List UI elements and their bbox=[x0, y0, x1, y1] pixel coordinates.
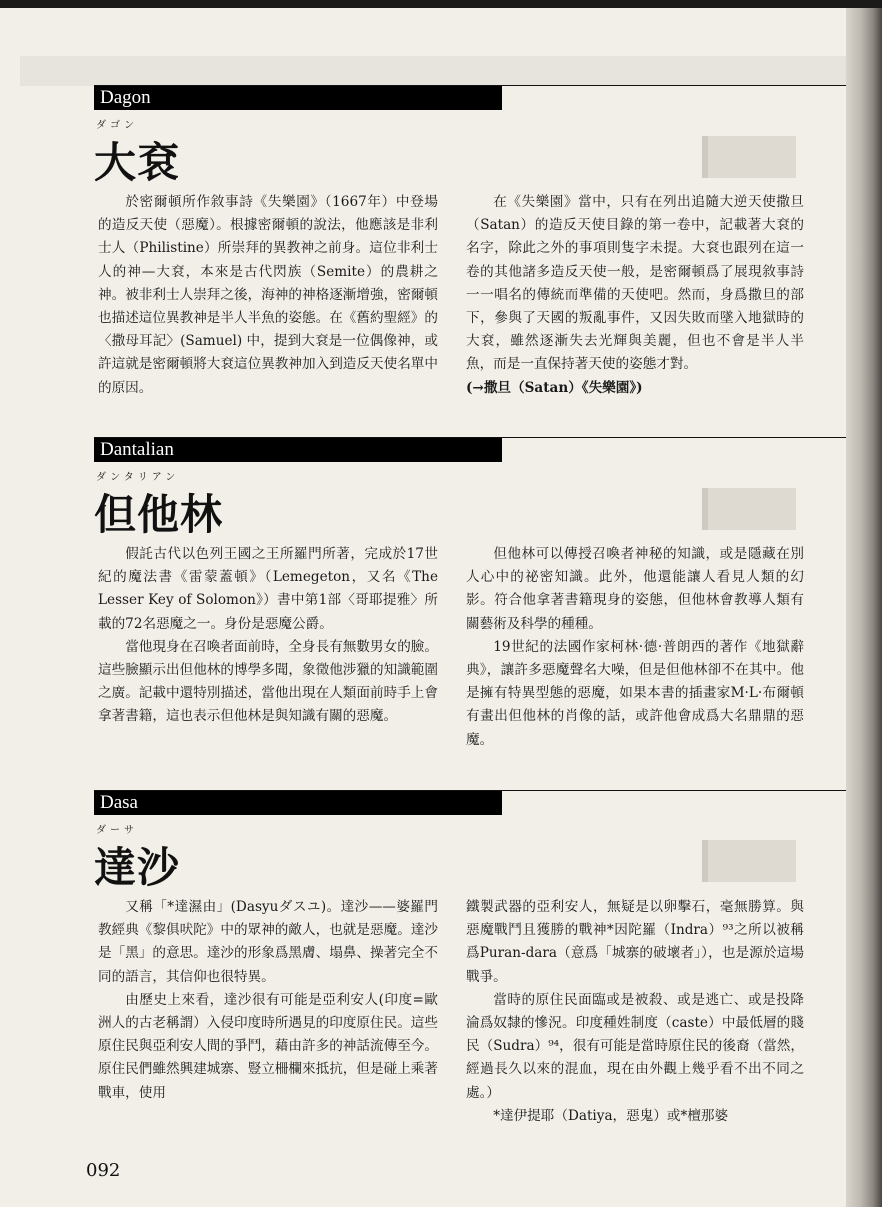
paragraph: 由歷史上來看，達沙很有可能是亞利安人(印度=歐洲人的古老稱謂）入侵印度時所遇見的印度原住民。這些原住民與亞利安人間的爭鬥，藉由許多的神話流傳至今。原住民們雖然興建城寨、豎立柵欄來抵抗，但是碰上乘著戰車，使用 bbox=[98, 991, 438, 1101]
paragraph: 但他林可以傳授召喚者神秘的知識，或是隱藏在別人心中的祕密知識。此外，他還能讓人看見人類的幻影。符合他拿著書籍現身的姿態，但他林會教導人類有關藝術及科學的種種。 bbox=[466, 546, 804, 632]
bleed-through-tab bbox=[702, 488, 796, 530]
book-page bbox=[0, 8, 846, 1207]
entry-left-column bbox=[98, 543, 438, 729]
paragraph: 於密爾頓所作敘事詩《失樂園》（1667年）中登場的造反天使（惡魔）。根據密爾頓的說法，他應該是非利士人（Philistine）所崇拜的異教神之前身。這位非利士人的神—大袞，本來是古代閃族（Semite）的農耕之神。被非利士人崇拜之後，海神的神格逐漸增強，密爾頓也描述這位異教神是半人半魚的姿態。在《舊約聖經》的〈撒母耳記〉(Samuel) 中，提到大袞是一位偶像神，或許這就是密爾頓將大袞這位異教神加入到造反天使名單中的原因。 bbox=[98, 194, 438, 396]
entry-right-column bbox=[466, 543, 804, 752]
paragraph: 假託古代以色列王國之王所羅門所著，完成於17世紀的魔法書《雷蒙蓋頓》（Lemegeton，又名《The Lesser Key of Solomon》）書中第1部〈哥耶提雅〉所載的72名惡魔之一。身份是惡魔公爵。 bbox=[98, 546, 438, 632]
entry-kana: ダゴン bbox=[96, 120, 138, 131]
paragraph: 當時的原住民面臨或是被殺、或是逃亡、或是投降淪爲奴隸的慘況。印度種姓制度（caste）中最低層的賤民（Sudra）⁹⁴，很有可能是當時原住民的後裔（當然，經過長久以來的混血，現在由外觀上幾乎看不出不同之處。） bbox=[466, 991, 804, 1101]
book-spine-edge bbox=[846, 8, 882, 1207]
bleed-through-band bbox=[20, 56, 846, 86]
paragraph: 鐵製武器的亞利安人，無疑是以卵擊石，毫無勝算。與惡魔戰鬥且獲勝的戰神*因陀羅（Indra）⁹³之所以被稱爲Puran-dara（意爲「城寨的破壞者」），也是源於這場戰爭。 bbox=[466, 899, 804, 985]
entry-name-bar: Dagon bbox=[94, 86, 502, 110]
entry-title: 大袞 bbox=[94, 138, 181, 187]
page-number: 092 bbox=[86, 1160, 121, 1181]
entry-right-column bbox=[466, 191, 804, 400]
cross-reference: (→撒旦（Satan）《失樂園》) bbox=[466, 379, 643, 396]
paragraph: 在《失樂園》當中，只有在列出追隨大逆天使撒旦（Satan）的造反天使目錄的第一卷中，記載著大袞的名字，除此之外的事項則隻字未提。大袞也跟列在這一卷的其他諸多造反天使一般，是密爾頓爲了展現敘事詩一一唱名的傳統而準備的天使吧。然而，身爲撒旦的部下，參與了天國的叛亂事件，又因失敗而墜入地獄時的大袞，雖然逐漸失去光輝與美麗，但也不會是半人半魚，而是一直保持著天使的姿態才對。 bbox=[466, 194, 804, 373]
entry-left-column bbox=[98, 896, 438, 1105]
entry-kana: ダーサ bbox=[96, 825, 138, 836]
paragraph: 又稱「*達濕由」(Dasyuダスユ)。達沙——婆羅門教經典《黎俱吠陀》中的眾神的敵人，也就是惡魔。達沙是「黑」的意思。達沙的形象爲黑膚、塌鼻、操著完全不同的語言，其信仰也很特異。 bbox=[98, 899, 438, 985]
entry-name-bar: Dantalian bbox=[94, 438, 502, 462]
entry-left-column bbox=[98, 191, 438, 400]
bleed-through-tab bbox=[702, 840, 796, 882]
entry-right-column bbox=[466, 896, 804, 1128]
entry-title: 達沙 bbox=[94, 843, 181, 892]
paragraph: *達伊提耶（Datiya，惡鬼）或*檀那婆 bbox=[493, 1107, 729, 1124]
entry-title: 但他林 bbox=[94, 490, 224, 539]
entry-kana: ダンタリアン bbox=[96, 472, 180, 483]
bleed-through-tab bbox=[702, 136, 796, 178]
entry-name-bar: Dasa bbox=[94, 791, 502, 815]
paragraph: 當他現身在召喚者面前時，全身長有無數男女的臉。這些臉顯示出但他林的博學多聞，象徵他涉獵的知識範圍之廣。記載中還特別描述，當他出現在人類面前時手上會拿著書籍，這也表示但他林是與知識有關的惡魔。 bbox=[98, 638, 438, 725]
paragraph: 19世紀的法國作家柯林·德·普朗西的著作《地獄辭典》，讓許多惡魔聲名大噪，但是但他林卻不在其中。他是擁有特異型態的惡魔，如果本書的插畫家M·L·布爾頓有畫出但他林的肖像的話，或許他會成爲大名鼎鼎的惡魔。 bbox=[466, 638, 804, 748]
